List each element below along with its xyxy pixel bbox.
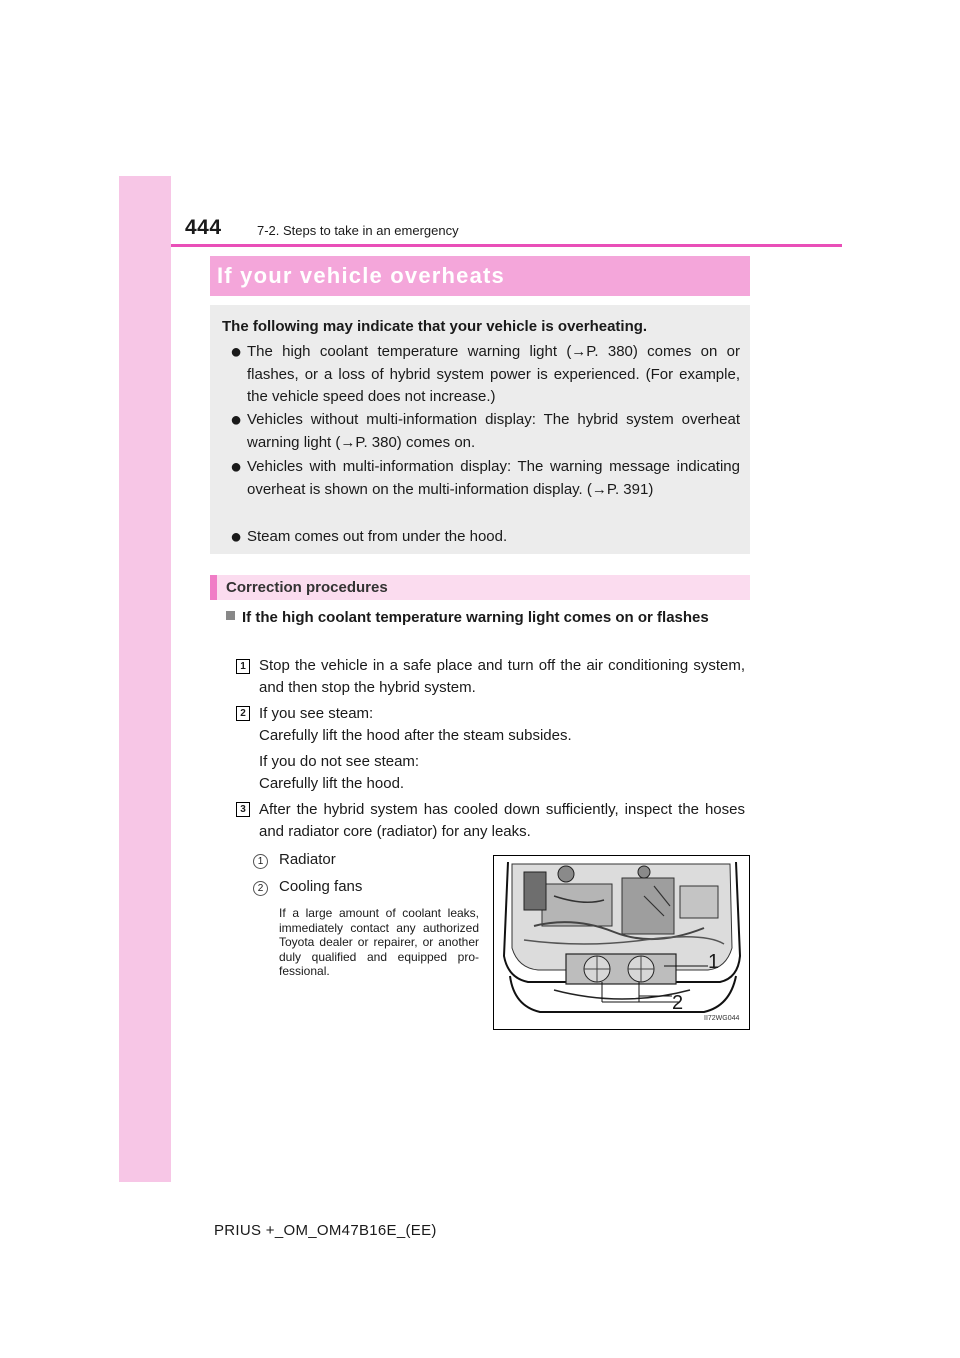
bullet-text: The high coolant temperature warning light (→P. 380) comes on or flashes, or a loss of hybrid system power is experienced. (For example, the vehicle speed does not increase.)	[247, 343, 740, 405]
condition-heading	[226, 607, 746, 629]
coolant-leak-note: If a large amount of coolant leaks, immediately contact any authorized Toyota dealer or repairer, or another duly qualified and equipped pro-fessional.	[279, 906, 479, 978]
bullet-text: Steam comes out from under the hood.	[247, 528, 508, 545]
step-2-line-3: If you do not see steam:	[259, 753, 420, 770]
title-banner	[210, 256, 750, 296]
engine-bay-drawing	[494, 856, 749, 1029]
chapter-sidebar-tab	[119, 176, 171, 1182]
step-1-text: Stop the vehicle in a safe place and turn off the air conditioning system, and then stop the hybrid system.	[259, 657, 745, 696]
square-bullet-icon	[226, 611, 235, 620]
correction-procedures-title: Correction procedures	[226, 579, 388, 596]
bullet-icon: ●	[230, 456, 243, 478]
bullet-item	[230, 409, 740, 454]
legend-number-2: 2	[253, 881, 268, 896]
step-2-line-2: Carefully lift the hood after the steam subsides.	[259, 727, 572, 744]
bullet-icon: ●	[230, 341, 243, 363]
callout-1: 1	[708, 951, 720, 973]
bullet-icon: ●	[230, 409, 243, 431]
bullet-item	[230, 456, 740, 501]
correction-procedures-banner	[210, 575, 750, 600]
callout-2: 2	[672, 992, 684, 1014]
step-number-2: 2	[236, 706, 250, 721]
header-rule	[171, 244, 842, 247]
legend-cooling-fans: Cooling fans	[279, 878, 363, 895]
bullet-item	[230, 526, 740, 549]
step-number-1: 1	[236, 659, 250, 674]
bullet-icon: ●	[230, 526, 243, 548]
engine-bay-illustration	[493, 855, 750, 1030]
figure-code: II72WG044	[704, 1015, 740, 1022]
legend-radiator: Radiator	[279, 851, 336, 868]
page-title: If your vehicle overheats	[217, 263, 505, 288]
condition-heading-text: If the high coolant temperature warning light comes on or flashes	[242, 609, 709, 626]
legend-number-1: 1	[253, 854, 268, 869]
document-footer: PRIUS +_OM_OM47B16E_(EE)	[214, 1222, 437, 1239]
bullet-text: Vehicles without multi-information display: The hybrid system overheat warning light (→P. 380) comes on.	[247, 411, 740, 451]
page-number: 444	[185, 216, 222, 239]
overheat-box-intro: The following may indicate that your vehicle is overheating.	[222, 318, 648, 335]
bullet-item	[230, 341, 740, 409]
bullet-text: Vehicles with multi-information display: The warning message indicating overheat is shown on the multi-information display. (→P. 391)	[247, 458, 740, 498]
step-2-line-4: Carefully lift the hood.	[259, 775, 405, 792]
step-2-line-1: If you see steam:	[259, 705, 374, 722]
step-number-3: 3	[236, 802, 250, 817]
step-3-text: After the hybrid system has cooled down sufficiently, inspect the hoses and radiator core (radiator) for any leaks.	[259, 801, 745, 840]
section-heading: 7-2. Steps to take in an emergency	[257, 223, 459, 238]
